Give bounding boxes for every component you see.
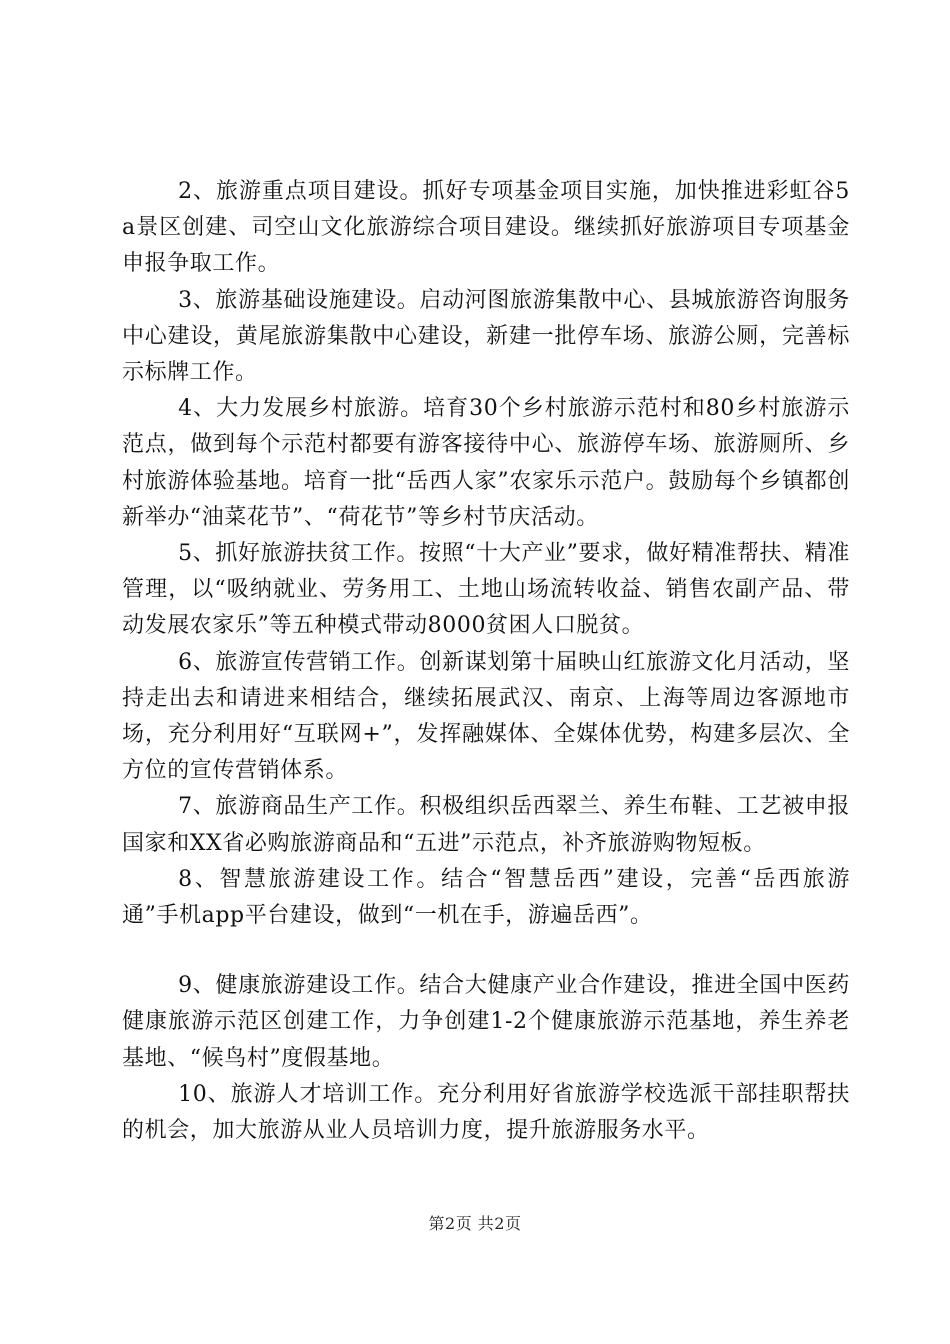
paragraph-item-9: 9、健康旅游建设工作。结合大健康产业合作建设，推进全国中医药健康旅游示范区创建工作，力争创建1-2个健康旅游示范基地，养生养老基地、“候鸟村”度假基地。 [122,973,850,1071]
paragraph-item-2: 2、旅游重点项目建设。抓好专项基金项目实施，加快推进彩虹谷5a景区创建、司空山文化旅游综合项目建设。继续抓好旅游项目专项基金申报争取工作。 [122,179,850,277]
document-body [122,174,850,1149]
paragraph-item-3: 3、旅游基础设施建设。启动河图旅游集散中心、县城旅游咨询服务中心建设，黄尾旅游集散中心建设，新建一批停车场、旅游公厕，完善标示标牌工作。 [122,287,850,386]
paragraph-item-5: 5、抓好旅游扶贫工作。按照“十大产业”要求，做好精准帮扶、精准管理，以“吸纳就业、劳务用工、土地山场流转收益、销售农副产品、带动发展农家乐”等五种模式带动8000贫困人口脱贫。 [122,541,850,639]
paragraph-item-10: 10、旅游人才培训工作。充分利用好省旅游学校选派干部挂职帮扶的机会，加大旅游从业人员培训力度，提升旅游服务水平。 [122,1081,850,1144]
page-footer [0,1212,950,1236]
page-number: 第2页 共2页 [428,1214,522,1233]
paragraph-item-7: 7、旅游商品生产工作。积极组织岳西翠兰、养生布鞋、工艺被申报国家和XX省必购旅游商品和“五进”示范点，补齐旅游购物短板。 [122,794,850,856]
paragraph-item-6: 6、旅游宣传营销工作。创新谋划第十届映山红旅游文化月活动，坚持走出去和请进来相结合，继续拓展武汉、南京、上海等周边客源地市场，充分利用好“互联网+”，发挥融媒体、全媒体优势，构建多层次、全方位的宣传营销体系。 [122,649,850,784]
paragraph-item-4: 4、大力发展乡村旅游。培育30个乡村旅游示范村和80乡村旅游示范点，做到每个示范村都要有游客接待中心、旅游停车场、旅游厕所、乡村旅游体验基地。培育一批“岳西人家”农家乐示范户。鼓励每个乡镇都创新举办“油菜花节”、“荷花节”等乡村节庆活动。 [122,396,850,530]
paragraph-item-8: 8、智慧旅游建设工作。结合“智慧岳西”建设，完善“岳西旅游通”手机app平台建设，做到“一机在手，游遍岳西”。 [122,866,850,929]
paragraph-spacer [122,934,850,968]
